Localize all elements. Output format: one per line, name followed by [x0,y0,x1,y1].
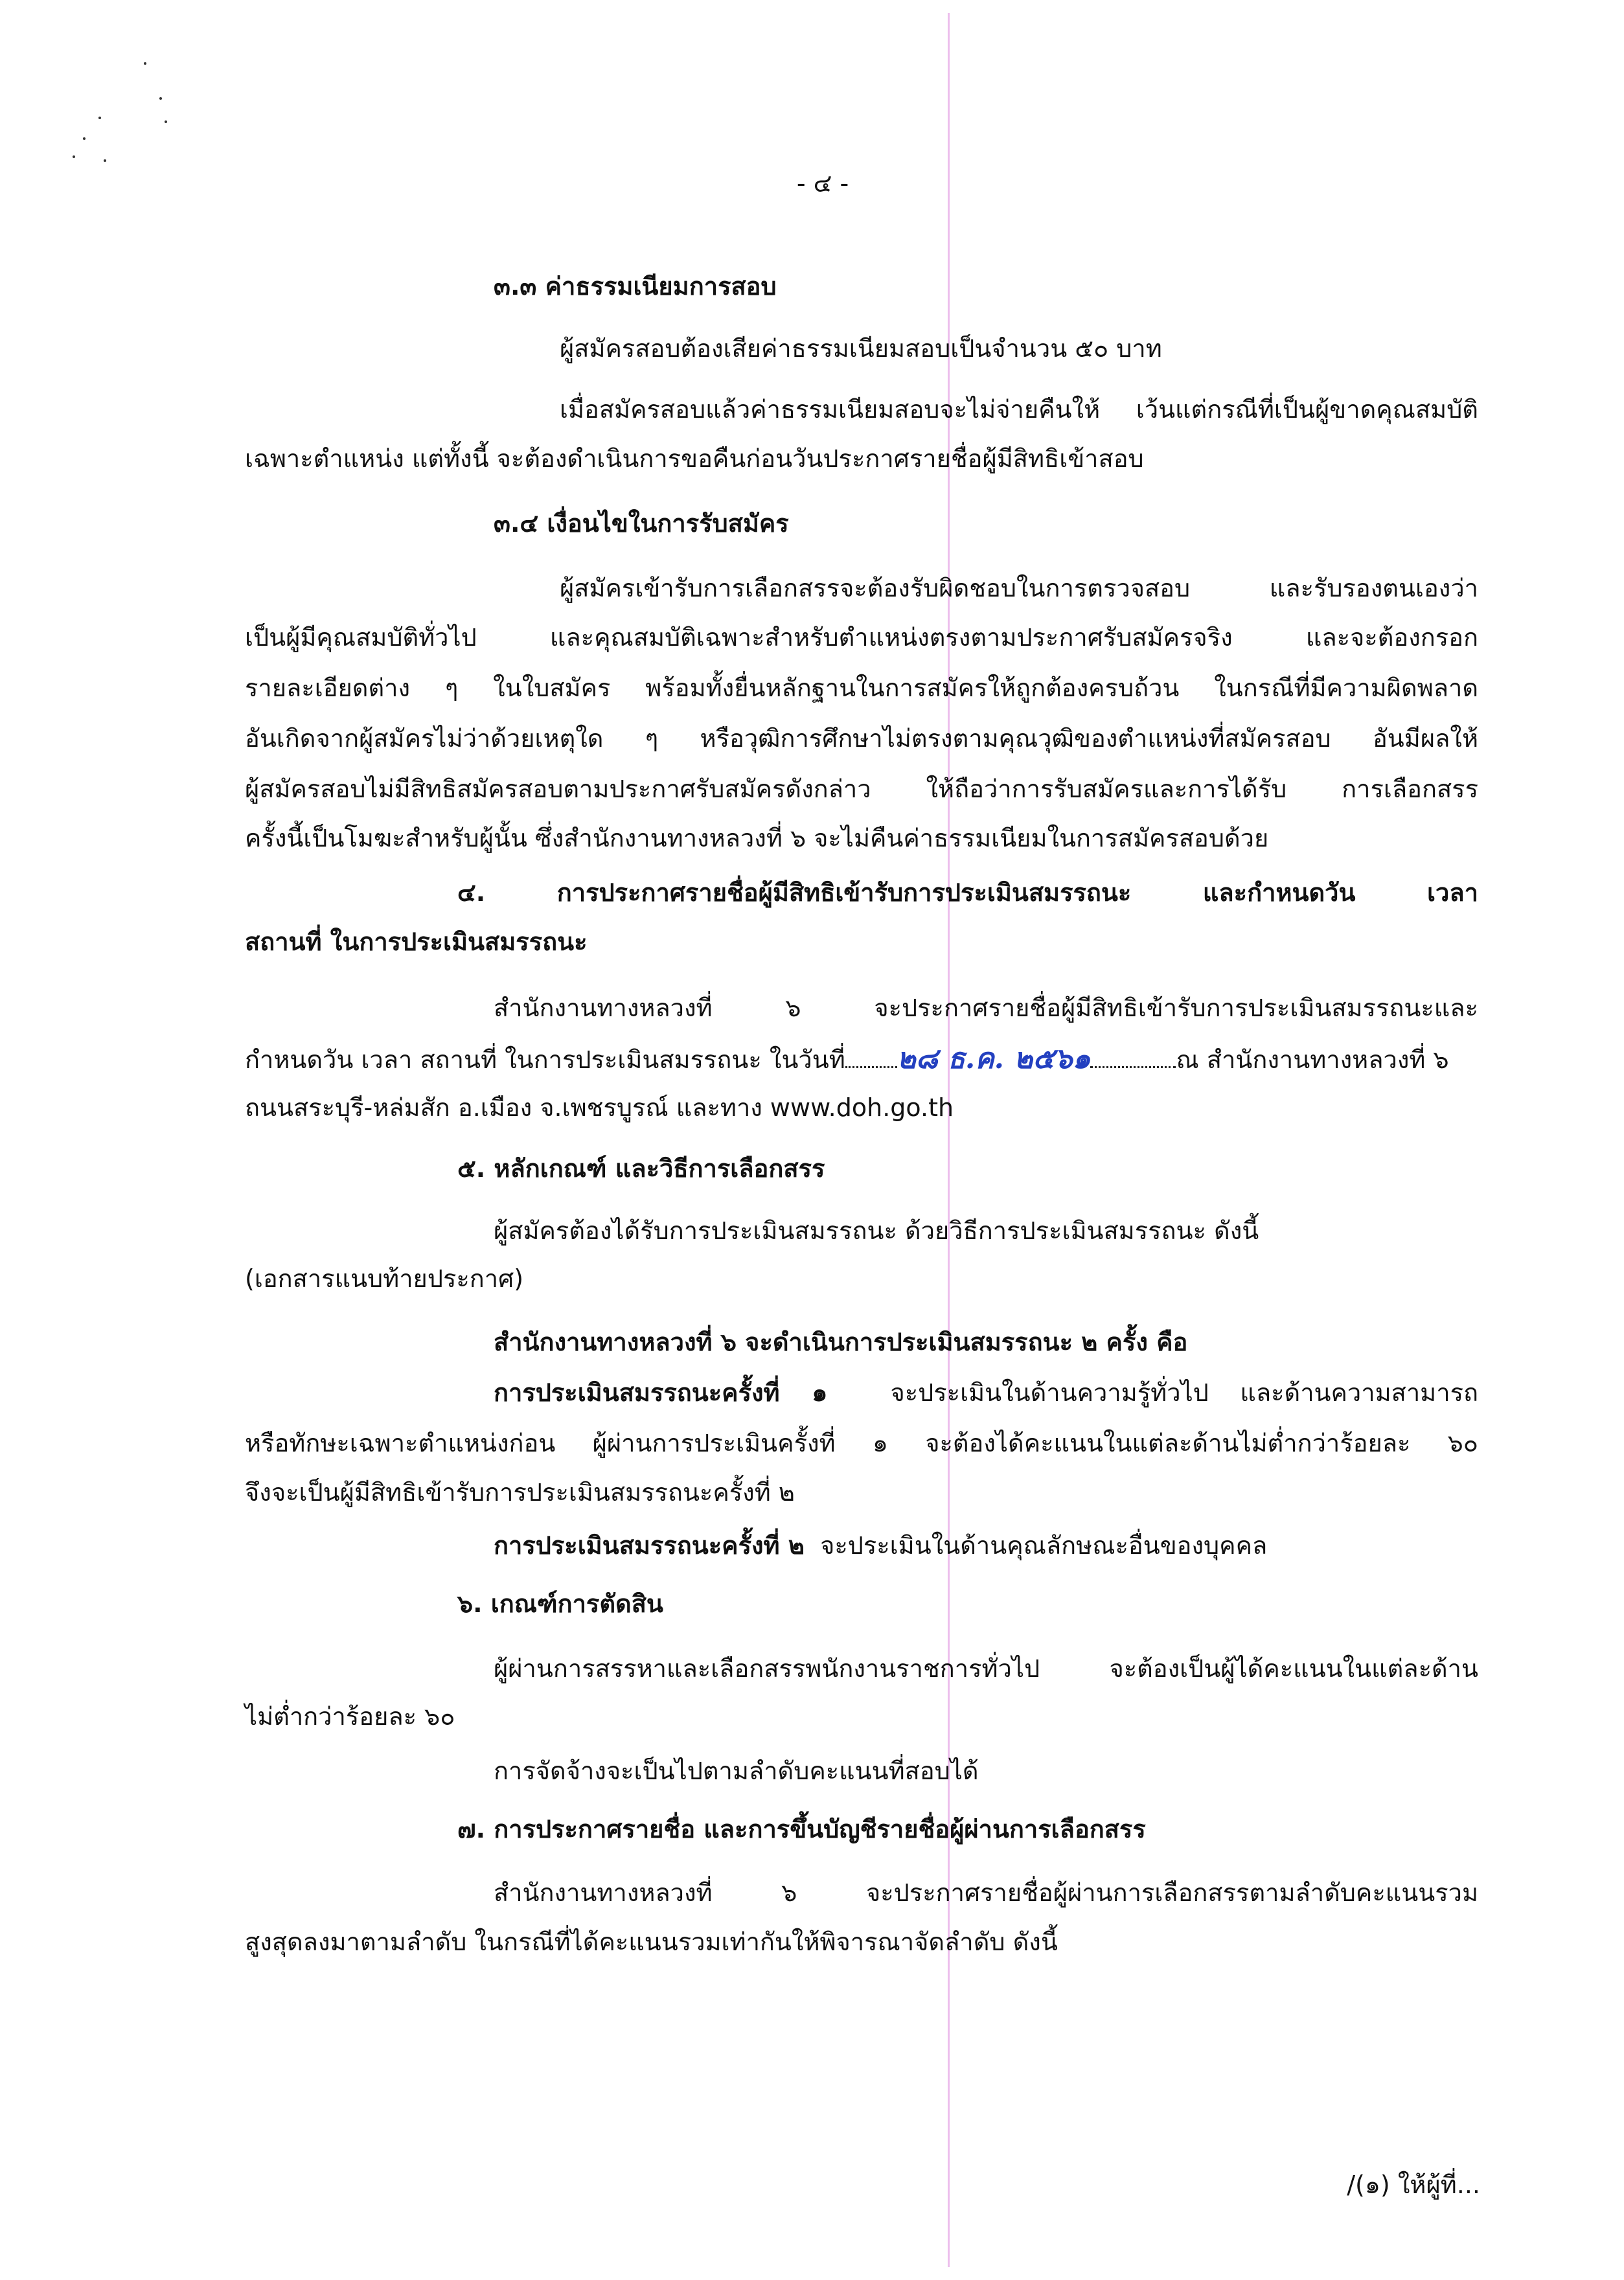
conditions-line-6: ครั้งนี้เป็นโมฆะสำหรับผู้นั้น ซึ่งสำนักงานทางหลวงที่ ๖ จะไม่คืนค่าธรรมเนียมในการสมัครสอบด้วย [245,824,1269,852]
scan-speck [104,159,106,162]
page-number: - ๔ - [796,169,849,198]
round-1-text: จะประเมินในด้านความรู้ทั่วไป และด้านความสามารถ [890,1378,1478,1407]
round-1-line-1 [494,1374,1478,1411]
handwritten-date: ๒๘ ธ.ค. ๒๕๖๑ [897,1042,1091,1075]
criteria-line-1: ผู้สมัครต้องได้รับการประเมินสมรรถนะ ด้วยวิธีการประเมินสมรรถนะ ดังนี้ [494,1216,1259,1245]
refund-text-line-2: เฉพาะตำแหน่ง แต่ทั้งนี้ จะต้องดำเนินการขอคืนก่อนวันประกาศรายชื่อผู้มีสิทธิเข้าสอบ [245,444,1144,473]
scan-speck [144,62,146,65]
continuation-note: /(๑) ให้ผู้ที่... [1347,2171,1480,2199]
announcement-line-2-start: กำหนดวัน เวลา สถานที่ ในการประเมินสมรรถนะ ในวันที่ [245,1045,845,1074]
scan-speck [159,97,162,100]
section-heading-6: ๖. เกณฑ์การตัดสิน [457,1590,663,1618]
section-heading-3-3: ๓.๓ ค่าธรรมเนียมการสอบ [494,272,777,301]
section-heading-3-4: ๓.๔ เงื่อนไขในการรับสมัคร [494,509,789,538]
announcement-line-1: สำนักงานทางหลวงที่ ๖ จะประกาศรายชื่อผู้มีสิทธิเข้ารับการประเมินสมรรถนะและ [494,994,1478,1022]
section-heading-7: ๗. การประกาศรายชื่อ และการขึ้นบัญชีรายชื่อผู้ผ่านการเลือกสรร [457,1815,1146,1843]
hiring-order-text: การจัดจ้างจะเป็นไปตามลำดับคะแนนที่สอบได้ [494,1757,979,1785]
ranking-line-1: สำนักงานทางหลวงที่ ๖ จะประกาศรายชื่อผู้ผ่านการเลือกสรรตามลำดับคะแนนรวม [494,1878,1478,1907]
refund-text-line-1: เมื่อสมัครสอบแล้วค่าธรรมเนียมสอบจะไม่จ่ายคืนให้ เว้นแต่กรณีที่เป็นผู้ขาดคุณสมบัติ [560,395,1478,424]
conditions-line-2: เป็นผู้มีคุณสมบัติทั่วไป และคุณสมบัติเฉพาะสำหรับตำแหน่งตรงตามประกาศรับสมัครจริง และจะต้องกรอก [245,623,1478,652]
announcement-line-2 [245,1040,1449,1078]
scan-speck [83,137,86,140]
section-heading-4-line-2: สถานที่ ในการประเมินสมรรถนะ [245,928,588,956]
dotted-fill [845,1040,897,1068]
round-2-line [494,1527,1267,1564]
section-heading-4-line-1: ๔. การประกาศรายชื่อผู้มีสิทธิเข้ารับการประเมินสมรรถนะ และกำหนดวัน เวลา [457,878,1478,907]
round-1-line-2: หรือทักษะเฉพาะตำแหน่งก่อน ผู้ผ่านการประเมินครั้งที่ ๑ จะต้องได้คะแนนในแต่ละด้านไม่ต่ำกว่าร้อยละ ๖๐ [245,1429,1478,1457]
round-2-label: การประเมินสมรรถนะครั้งที่ ๒ [494,1531,805,1560]
fee-amount-text: ผู้สมัครสอบต้องเสียค่าธรรมเนียมสอบเป็นจำนวน ๕๐ บาท [560,334,1162,363]
conditions-line-4: อันเกิดจากผู้สมัครไม่ว่าด้วยเหตุใด ๆ หรือวุฒิการศึกษาไม่ตรงตามคุณวุฒิของตำแหน่งที่สมัครสอบ อันมีผลให้ [245,724,1478,753]
announcement-line-2-end: ณ สำนักงานทางหลวงที่ ๖ [1176,1045,1449,1074]
dotted-fill [1090,1040,1176,1068]
conditions-line-3: รายละเอียดต่าง ๆ ในใบสมัคร พร้อมทั้งยื่นหลักฐานในการสมัครให้ถูกต้องครบถ้วน ในกรณีที่มีความผิดพลาด [245,674,1478,702]
assessment-rounds-intro: สำนักงานทางหลวงที่ ๖ จะดำเนินการประเมินสมรรถนะ ๒ ครั้ง คือ [494,1328,1188,1356]
scan-speck [98,117,101,119]
round-1-label: การประเมินสมรรถนะครั้งที่ ๑ [494,1378,828,1407]
judgement-line-2: ไม่ต่ำกว่าร้อยละ ๖๐ [245,1702,455,1731]
section-heading-5: ๕. หลักเกณฑ์ และวิธีการเลือกสรร [457,1154,825,1183]
conditions-line-1: ผู้สมัครเข้ารับการเลือกสรรจะต้องรับผิดชอบในการตรวจสอบ และรับรองตนเองว่า [560,574,1478,602]
ranking-line-2: สูงสุดลงมาตามลำดับ ในกรณีที่ได้คะแนนรวมเท่ากันให้พิจารณาจัดลำดับ ดังนี้ [245,1928,1058,1956]
criteria-line-2: (เอกสารแนบท้ายประกาศ) [245,1264,524,1293]
conditions-line-5: ผู้สมัครสอบไม่มีสิทธิสมัครสอบตามประกาศรับสมัครดังกล่าว ให้ถือว่าการรับสมัครและการได้รับ การเลือกสรร [245,775,1478,803]
round-1-line-3: จึงจะเป็นผู้มีสิทธิเข้ารับการประเมินสมรรถนะครั้งที่ ๒ [245,1478,795,1507]
announcement-line-3: ถนนสระบุรี-หล่มสัก อ.เมือง จ.เพชรบูรณ์ และทาง www.doh.go.th [245,1093,954,1122]
judgement-line-1: ผู้ผ่านการสรรหาและเลือกสรรพนักงานราชการทั่วไป จะต้องเป็นผู้ได้คะแนนในแต่ละด้าน [494,1654,1478,1683]
round-2-text: จะประเมินในด้านคุณลักษณะอื่นของบุคคล [820,1531,1268,1560]
scan-speck [73,155,75,158]
scan-speck [165,120,167,123]
